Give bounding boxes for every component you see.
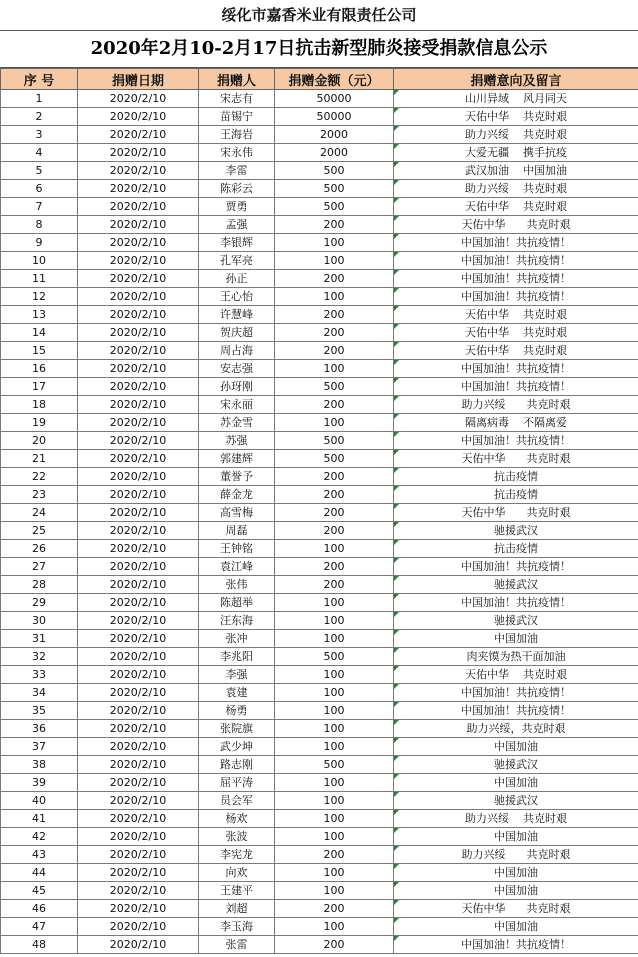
table-row (1, 288, 638, 306)
cell-donor: 王海岩 (199, 126, 275, 144)
table-row (1, 720, 638, 738)
cell-date: 2020/2/10 (78, 450, 199, 468)
table-row (1, 378, 638, 396)
table-row (1, 234, 638, 252)
cell-donor: 李玉海 (199, 918, 275, 936)
cell-message: 中国加油 (394, 882, 638, 900)
cell-amount: 50000 (275, 90, 394, 108)
cell-amount: 100 (275, 252, 394, 270)
cell-donor: 周占海 (199, 342, 275, 360)
cell-message: 中国加油！共抗疫情！ (394, 288, 638, 306)
table-row (1, 360, 638, 378)
cell-donor: 苏金雪 (199, 414, 275, 432)
company-name: 绥化市嘉香米业有限责任公司 (0, 0, 638, 31)
cell-message: 抗击疫情 (394, 540, 638, 558)
cell-seq: 19 (1, 414, 78, 432)
cell-seq: 1 (1, 90, 78, 108)
cell-date: 2020/2/10 (78, 918, 199, 936)
cell-date: 2020/2/10 (78, 882, 199, 900)
cell-seq: 21 (1, 450, 78, 468)
cell-amount: 100 (275, 630, 394, 648)
table-row (1, 612, 638, 630)
cell-message: 中国加油！共抗疫情！ (394, 936, 638, 954)
cell-message: 中国加油！共抗疫情！ (394, 702, 638, 720)
cell-message: 中国加油 (394, 774, 638, 792)
cell-message: 中国加油 (394, 738, 638, 756)
table-row (1, 252, 638, 270)
cell-date: 2020/2/10 (78, 594, 199, 612)
cell-seq: 12 (1, 288, 78, 306)
header-amount: 捐赠金额（元） (275, 69, 394, 90)
cell-amount: 200 (275, 936, 394, 954)
cell-donor: 宋永伟 (199, 144, 275, 162)
table-row (1, 144, 638, 162)
cell-amount: 200 (275, 216, 394, 234)
cell-seq: 26 (1, 540, 78, 558)
table-row (1, 864, 638, 882)
cell-donor: 贾勇 (199, 198, 275, 216)
cell-donor: 宋永丽 (199, 396, 275, 414)
cell-message: 中国加油！共抗疫情！ (394, 432, 638, 450)
table-row (1, 522, 638, 540)
cell-message: 山川异域 风月同天 (394, 90, 638, 108)
cell-amount: 200 (275, 846, 394, 864)
cell-date: 2020/2/10 (78, 468, 199, 486)
cell-amount: 200 (275, 504, 394, 522)
cell-date: 2020/2/10 (78, 126, 199, 144)
table-row (1, 756, 638, 774)
cell-donor: 张波 (199, 828, 275, 846)
cell-date: 2020/2/10 (78, 360, 199, 378)
cell-seq: 11 (1, 270, 78, 288)
cell-seq: 15 (1, 342, 78, 360)
table-row (1, 882, 638, 900)
cell-seq: 16 (1, 360, 78, 378)
cell-date: 2020/2/10 (78, 810, 199, 828)
table-row (1, 936, 638, 954)
cell-amount: 100 (275, 828, 394, 846)
cell-amount: 500 (275, 162, 394, 180)
cell-date: 2020/2/10 (78, 306, 199, 324)
cell-seq: 41 (1, 810, 78, 828)
cell-date: 2020/2/10 (78, 342, 199, 360)
cell-date: 2020/2/10 (78, 576, 199, 594)
cell-message: 驰援武汉 (394, 792, 638, 810)
cell-donor: 员会军 (199, 792, 275, 810)
cell-message: 驰援武汉 (394, 522, 638, 540)
table-row (1, 126, 638, 144)
table-row (1, 594, 638, 612)
cell-amount: 500 (275, 180, 394, 198)
cell-donor: 王建平 (199, 882, 275, 900)
cell-donor: 陈彩云 (199, 180, 275, 198)
cell-seq: 20 (1, 432, 78, 450)
cell-date: 2020/2/10 (78, 666, 199, 684)
cell-seq: 48 (1, 936, 78, 954)
cell-donor: 向欢 (199, 864, 275, 882)
cell-date: 2020/2/10 (78, 180, 199, 198)
cell-message: 助力兴绥 共克时艰 (394, 180, 638, 198)
cell-message: 天佑中华 共克时艰 (394, 900, 638, 918)
header-donor: 捐赠人 (199, 69, 275, 90)
cell-donor: 袁江峰 (199, 558, 275, 576)
cell-date: 2020/2/10 (78, 216, 199, 234)
cell-amount: 100 (275, 234, 394, 252)
table-row (1, 630, 638, 648)
cell-seq: 25 (1, 522, 78, 540)
cell-donor: 贺庆超 (199, 324, 275, 342)
cell-date: 2020/2/10 (78, 630, 199, 648)
cell-donor: 董誉予 (199, 468, 275, 486)
table-row (1, 504, 638, 522)
cell-seq: 40 (1, 792, 78, 810)
cell-message: 天佑中华 共克时艰 (394, 198, 638, 216)
cell-date: 2020/2/10 (78, 774, 199, 792)
cell-donor: 孙正 (199, 270, 275, 288)
cell-donor: 王钟铭 (199, 540, 275, 558)
cell-date: 2020/2/10 (78, 432, 199, 450)
cell-donor: 孟强 (199, 216, 275, 234)
cell-message: 肉夹馍为热干面加油 (394, 648, 638, 666)
cell-donor: 陈超举 (199, 594, 275, 612)
table-row (1, 918, 638, 936)
table-row (1, 216, 638, 234)
header-date: 捐赠日期 (78, 69, 199, 90)
table-row (1, 684, 638, 702)
cell-date: 2020/2/10 (78, 936, 199, 954)
cell-donor: 李宪龙 (199, 846, 275, 864)
cell-donor: 周磊 (199, 522, 275, 540)
cell-donor: 孙玡刚 (199, 378, 275, 396)
cell-message: 天佑中华 共克时艰 (394, 216, 638, 234)
cell-date: 2020/2/10 (78, 198, 199, 216)
table-row (1, 396, 638, 414)
cell-donor: 武少坤 (199, 738, 275, 756)
table-row (1, 468, 638, 486)
cell-amount: 200 (275, 900, 394, 918)
cell-amount: 100 (275, 738, 394, 756)
cell-donor: 张冲 (199, 630, 275, 648)
cell-donor: 李强 (199, 666, 275, 684)
cell-donor: 宋志有 (199, 90, 275, 108)
cell-message: 助力兴绥 共克时艰 (394, 810, 638, 828)
cell-amount: 100 (275, 810, 394, 828)
cell-seq: 36 (1, 720, 78, 738)
cell-donor: 薛金龙 (199, 486, 275, 504)
cell-message: 武汉加油 中国加油 (394, 162, 638, 180)
cell-seq: 23 (1, 486, 78, 504)
cell-message: 助力兴绥 共克时艰 (394, 396, 638, 414)
cell-message: 助力兴绥 共克时艰 (394, 846, 638, 864)
cell-donor: 李兆阳 (199, 648, 275, 666)
cell-seq: 28 (1, 576, 78, 594)
cell-amount: 200 (275, 522, 394, 540)
cell-seq: 43 (1, 846, 78, 864)
cell-seq: 24 (1, 504, 78, 522)
table-row (1, 198, 638, 216)
cell-amount: 100 (275, 540, 394, 558)
table-row (1, 738, 638, 756)
cell-amount: 200 (275, 324, 394, 342)
cell-message: 助力兴绥 共克时艰 (394, 126, 638, 144)
cell-seq: 7 (1, 198, 78, 216)
table-row (1, 180, 638, 198)
cell-date: 2020/2/10 (78, 162, 199, 180)
cell-amount: 500 (275, 432, 394, 450)
cell-date: 2020/2/10 (78, 720, 199, 738)
cell-message: 中国加油！共抗疫情！ (394, 360, 638, 378)
cell-date: 2020/2/10 (78, 540, 199, 558)
cell-seq: 37 (1, 738, 78, 756)
cell-amount: 500 (275, 756, 394, 774)
cell-seq: 31 (1, 630, 78, 648)
cell-donor: 郭建辉 (199, 450, 275, 468)
cell-amount: 100 (275, 684, 394, 702)
table-row (1, 90, 638, 108)
cell-amount: 100 (275, 702, 394, 720)
cell-message: 中国加油！共抗疫情！ (394, 684, 638, 702)
cell-donor: 李雷 (199, 162, 275, 180)
cell-seq: 2 (1, 108, 78, 126)
cell-date: 2020/2/10 (78, 828, 199, 846)
cell-amount: 100 (275, 360, 394, 378)
cell-date: 2020/2/10 (78, 252, 199, 270)
cell-date: 2020/2/10 (78, 324, 199, 342)
cell-message: 中国加油 (394, 828, 638, 846)
cell-message: 天佑中华 共克时艰 (394, 324, 638, 342)
cell-message: 驰援武汉 (394, 756, 638, 774)
cell-seq: 14 (1, 324, 78, 342)
table-row (1, 414, 638, 432)
cell-amount: 100 (275, 864, 394, 882)
table-row (1, 162, 638, 180)
cell-donor: 汪东海 (199, 612, 275, 630)
table-row (1, 774, 638, 792)
cell-amount: 500 (275, 378, 394, 396)
table-row (1, 486, 638, 504)
cell-date: 2020/2/10 (78, 486, 199, 504)
cell-amount: 50000 (275, 108, 394, 126)
cell-date: 2020/2/10 (78, 756, 199, 774)
cell-message: 天佑中华 共克时艰 (394, 504, 638, 522)
cell-date: 2020/2/10 (78, 900, 199, 918)
cell-donor: 安志强 (199, 360, 275, 378)
cell-donor: 苗锡宁 (199, 108, 275, 126)
table-row (1, 306, 638, 324)
cell-donor: 许慧峰 (199, 306, 275, 324)
cell-seq: 8 (1, 216, 78, 234)
cell-seq: 46 (1, 900, 78, 918)
cell-amount: 200 (275, 342, 394, 360)
cell-seq: 44 (1, 864, 78, 882)
cell-message: 天佑中华 共克时艰 (394, 666, 638, 684)
cell-amount: 100 (275, 792, 394, 810)
cell-seq: 30 (1, 612, 78, 630)
header-message: 捐赠意向及留言 (394, 69, 638, 90)
cell-amount: 100 (275, 774, 394, 792)
cell-amount: 100 (275, 918, 394, 936)
notice-title: 2020年2月10-2月17日抗击新型肺炎接受捐款信息公示 (0, 31, 638, 68)
table-row (1, 702, 638, 720)
cell-amount: 100 (275, 720, 394, 738)
cell-seq: 10 (1, 252, 78, 270)
cell-message: 天佑中华 共克时艰 (394, 450, 638, 468)
table-row (1, 324, 638, 342)
cell-donor: 刘超 (199, 900, 275, 918)
table-row (1, 558, 638, 576)
cell-date: 2020/2/10 (78, 864, 199, 882)
cell-amount: 2000 (275, 144, 394, 162)
cell-amount: 200 (275, 468, 394, 486)
cell-donor: 杨欢 (199, 810, 275, 828)
cell-message: 助力兴绥，共克时艰 (394, 720, 638, 738)
cell-amount: 500 (275, 648, 394, 666)
cell-date: 2020/2/10 (78, 648, 199, 666)
table-row (1, 666, 638, 684)
cell-seq: 13 (1, 306, 78, 324)
header-seq: 序 号 (1, 69, 78, 90)
table-row (1, 900, 638, 918)
cell-donor: 杨勇 (199, 702, 275, 720)
cell-donor: 苏强 (199, 432, 275, 450)
cell-message: 中国加油！共抗疫情！ (394, 594, 638, 612)
cell-date: 2020/2/10 (78, 378, 199, 396)
table-row (1, 792, 638, 810)
cell-amount: 100 (275, 288, 394, 306)
cell-amount: 200 (275, 558, 394, 576)
cell-date: 2020/2/10 (78, 90, 199, 108)
cell-seq: 29 (1, 594, 78, 612)
cell-amount: 100 (275, 666, 394, 684)
cell-date: 2020/2/10 (78, 702, 199, 720)
cell-seq: 6 (1, 180, 78, 198)
cell-message: 天佑中华 共克时艰 (394, 342, 638, 360)
cell-seq: 42 (1, 828, 78, 846)
cell-seq: 34 (1, 684, 78, 702)
cell-seq: 9 (1, 234, 78, 252)
cell-message: 天佑中华 共克时艰 (394, 306, 638, 324)
table-row (1, 432, 638, 450)
cell-donor: 高雪梅 (199, 504, 275, 522)
cell-message: 大爱无疆 携手抗疫 (394, 144, 638, 162)
cell-message: 驰援武汉 (394, 576, 638, 594)
cell-seq: 39 (1, 774, 78, 792)
cell-donor: 王心怡 (199, 288, 275, 306)
cell-date: 2020/2/10 (78, 396, 199, 414)
cell-message: 中国加油 (394, 918, 638, 936)
cell-amount: 200 (275, 486, 394, 504)
table-row (1, 108, 638, 126)
cell-amount: 200 (275, 396, 394, 414)
cell-amount: 200 (275, 576, 394, 594)
cell-seq: 22 (1, 468, 78, 486)
cell-seq: 38 (1, 756, 78, 774)
cell-date: 2020/2/10 (78, 108, 199, 126)
cell-amount: 2000 (275, 126, 394, 144)
cell-donor: 张雷 (199, 936, 275, 954)
table-row (1, 810, 638, 828)
cell-seq: 3 (1, 126, 78, 144)
cell-message: 天佑中华 共克时艰 (394, 108, 638, 126)
cell-amount: 200 (275, 306, 394, 324)
table-row (1, 342, 638, 360)
cell-amount: 200 (275, 270, 394, 288)
cell-date: 2020/2/10 (78, 414, 199, 432)
cell-date: 2020/2/10 (78, 612, 199, 630)
cell-donor: 李银辉 (199, 234, 275, 252)
cell-amount: 500 (275, 450, 394, 468)
cell-message: 隔离病毒 不隔离爱 (394, 414, 638, 432)
table-row (1, 540, 638, 558)
table-row (1, 576, 638, 594)
cell-seq: 4 (1, 144, 78, 162)
cell-message: 抗击疫情 (394, 486, 638, 504)
cell-donor: 孔军亮 (199, 252, 275, 270)
cell-message: 中国加油！共抗疫情！ (394, 378, 638, 396)
cell-message: 中国加油！共抗疫情！ (394, 234, 638, 252)
cell-message: 驰援武汉 (394, 612, 638, 630)
cell-amount: 100 (275, 882, 394, 900)
cell-seq: 45 (1, 882, 78, 900)
cell-donor: 张院旗 (199, 720, 275, 738)
cell-seq: 17 (1, 378, 78, 396)
cell-date: 2020/2/10 (78, 684, 199, 702)
cell-date: 2020/2/10 (78, 846, 199, 864)
cell-amount: 100 (275, 612, 394, 630)
cell-donor: 袁建 (199, 684, 275, 702)
cell-message: 中国加油 (394, 630, 638, 648)
cell-amount: 500 (275, 198, 394, 216)
cell-date: 2020/2/10 (78, 270, 199, 288)
table-row (1, 648, 638, 666)
cell-donor: 张伟 (199, 576, 275, 594)
cell-date: 2020/2/10 (78, 738, 199, 756)
cell-seq: 27 (1, 558, 78, 576)
cell-date: 2020/2/10 (78, 234, 199, 252)
cell-message: 中国加油！共抗疫情！ (394, 270, 638, 288)
table-row (1, 846, 638, 864)
cell-date: 2020/2/10 (78, 792, 199, 810)
table-row (1, 828, 638, 846)
cell-seq: 18 (1, 396, 78, 414)
cell-seq: 47 (1, 918, 78, 936)
table-row (1, 270, 638, 288)
cell-message: 中国加油 (394, 864, 638, 882)
cell-seq: 35 (1, 702, 78, 720)
cell-message: 抗击疫情 (394, 468, 638, 486)
cell-date: 2020/2/10 (78, 504, 199, 522)
cell-seq: 33 (1, 666, 78, 684)
cell-message: 中国加油！共抗疫情！ (394, 252, 638, 270)
cell-amount: 100 (275, 594, 394, 612)
cell-date: 2020/2/10 (78, 144, 199, 162)
cell-message: 中国加油！共抗疫情！ (394, 558, 638, 576)
cell-seq: 5 (1, 162, 78, 180)
table-row (1, 450, 638, 468)
cell-donor: 屈平涛 (199, 774, 275, 792)
cell-amount: 100 (275, 414, 394, 432)
cell-seq: 32 (1, 648, 78, 666)
cell-date: 2020/2/10 (78, 288, 199, 306)
cell-donor: 路志刚 (199, 756, 275, 774)
donation-table (0, 68, 638, 954)
cell-date: 2020/2/10 (78, 558, 199, 576)
table-header-row (1, 69, 638, 90)
cell-date: 2020/2/10 (78, 522, 199, 540)
